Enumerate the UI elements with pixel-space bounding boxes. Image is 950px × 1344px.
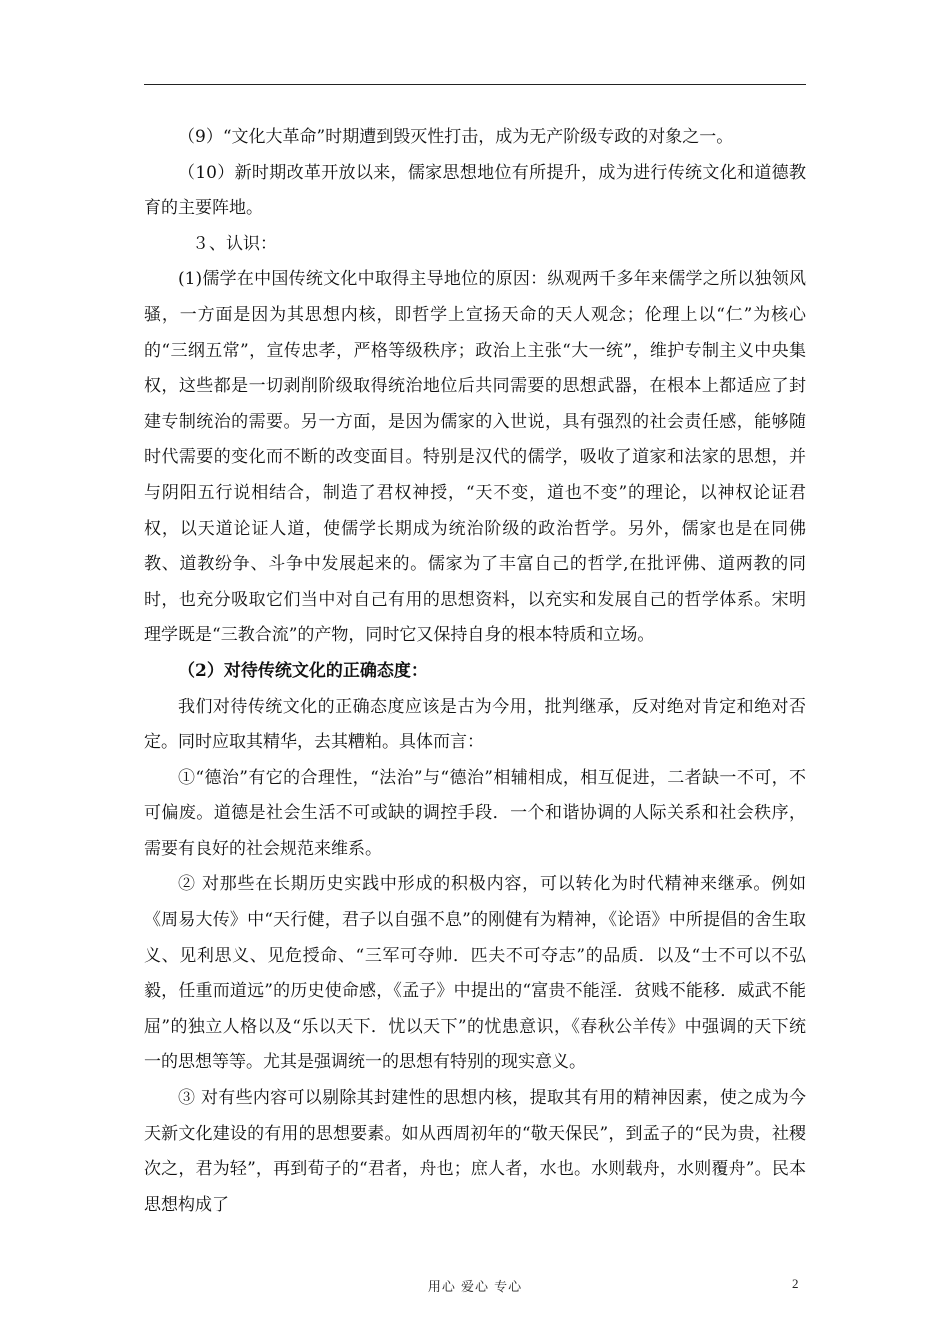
document-body [144, 120, 806, 1223]
section-heading-recognition: ３、认识： [192, 233, 277, 254]
paragraph-10: （10）新时期改革开放以来，儒家思想地位有所提升，成为进行传统文化和道德教育的主要阵地。 [144, 162, 806, 219]
paragraph-9: （9）“文化大革命”时期遭到毁灭性打击，成为无产阶级专政的对象之一。 [178, 127, 734, 147]
subheading-correct-attitude: （2）对待传统文化的正确态度： [178, 660, 428, 681]
paragraph-point-3: ③ 对有些内容可以剔除其封建性的思想内核，提取其有用的精神因素，使之成为今天新文化建设的有用的思想要素。如从西周初年的“敬天保民”，到孟子的“民为贵，社稷次之，君为轻”，再到荀子的“君者，舟也；庶人者，水也。水则载舟，水则覆舟”。民本思想构成了 [144, 1088, 806, 1215]
paragraph-point-1: ①“德治”有它的合理性，“法治”与“德治”相辅相成，相互促进，二者缺一不可，不可偏废。道德是社会生活不可或缺的调控手段．一个和谐协调的人际关系和社会秩序，需要有良好的社会规范来维系。 [144, 767, 806, 859]
header-rule [144, 84, 806, 85]
footer-motto: 用心 爱心 专心 [427, 1280, 523, 1295]
paragraph-attitude: 我们对待传统文化的正确态度应该是古为今用，批判继承，反对绝对肯定和绝对否定。同时应取其精华，去其糟粕。具体而言： [144, 696, 806, 753]
page-number: 2 [792, 1276, 799, 1291]
paragraph-reason: (1)儒学在中国传统文化中取得主导地位的原因：纵观两千多年来儒学之所以独领风骚，一方面是因为其思想内核，即哲学上宣扬天命的天人观念；伦理上以“仁”为核心的“三纲五常”，宣传忠孝，严格等级秩序；政治上主张“大一统”，维护专制主义中央集权，这些都是一切剥削阶级取得统治地位后共同需要的思想武器，在根本上都适应了封建专制统治的需要。另一方面，是因为儒家的入世说，具有强烈的社会责任感，能够随时代需要的变化而不断的改变面目。特别是汉代的儒学，吸收了道家和法家的思想，并与阴阳五行说相结合，制造了君权神授，“天不变，道也不变”的理论，以神权论证君权，以天道论证人道，使儒学长期成为统治阶级的政治哲学。另外，儒家也是在同佛教、道教纷争、斗争中发展起来的。儒家为了丰富自己的哲学,在批评佛、道两教的同时，也充分吸取它们当中对自己有用的思想资料，以充实和发展自己的哲学体系。宋明理学既是“三教合流”的产物，同时它又保持自身的根本特质和立场。 [144, 269, 806, 646]
paragraph-point-2: ② 对那些在长期历史实践中形成的积极内容，可以转化为时代精神来继承。例如《周易大传》中“天行健，君子以自强不息”的刚健有为精神，《论语》中所提倡的舍生取义、见利思义、见危授命、“三军可夺帅．匹夫不可夺志”的品质．以及“士不可以不弘毅，任重而道远”的历史使命感，《孟子》中提出的“富贵不能淫．贫贱不能移．威武不能屈”的独立人格以及“乐以天下．忧以天下”的忧患意识，《春秋公羊传》中强调的天下统一的思想等等。尤其是强调统一的思想有特别的现实意义。 [144, 874, 806, 1073]
